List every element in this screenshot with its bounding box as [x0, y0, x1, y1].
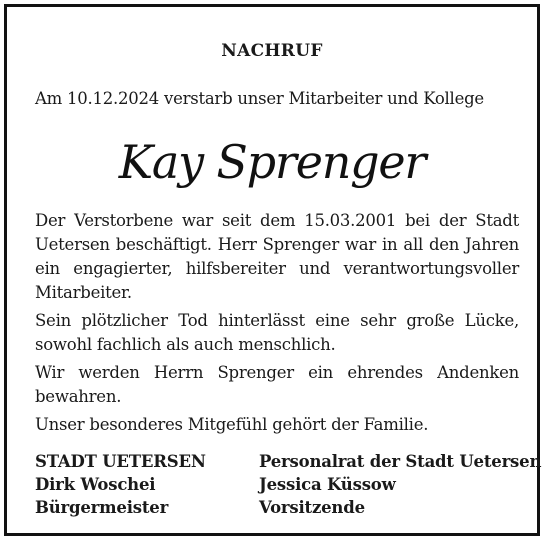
body-paragraph: Unser besonderes Mitgefühl gehört der Familie. [35, 415, 429, 434]
signature-block-city [35, 450, 206, 519]
signature-role: Vorsitzende [259, 498, 365, 517]
notice-intro: Am 10.12.2024 verstarb unser Mitarbeiter und Kollege [35, 89, 484, 108]
notice-body [35, 209, 519, 441]
deceased-name: Kay Sprenger [118, 135, 426, 189]
signature-person: Dirk Woschei [35, 475, 156, 494]
obituary-notice [4, 4, 540, 536]
body-paragraph: Sein plötzlicher Tod hinterlässt eine sehr große Lücke, sowohl fachlich als auch menschlich. [35, 311, 519, 354]
notice-heading: NACHRUF [221, 41, 323, 61]
signature-role: Bürgermeister [35, 498, 169, 517]
body-paragraph: Der Verstorbene war seit dem 15.03.2001 bei der Stadt Uetersen beschäftigt. Herr Sprenger war in all den Jahren ein engagierter, hilfsbereiter und verantwortungsvoller Mitarbeiter. [35, 211, 519, 302]
signature-person: Jessica Küssow [259, 475, 396, 494]
signature-block-staff-council [259, 450, 541, 519]
body-paragraph: Wir werden Herrn Sprenger ein ehrendes Andenken bewahren. [35, 363, 519, 406]
signature-org: Personalrat der Stadt Uetersen [259, 452, 542, 471]
signature-org: STADT UETERSEN [35, 452, 206, 471]
